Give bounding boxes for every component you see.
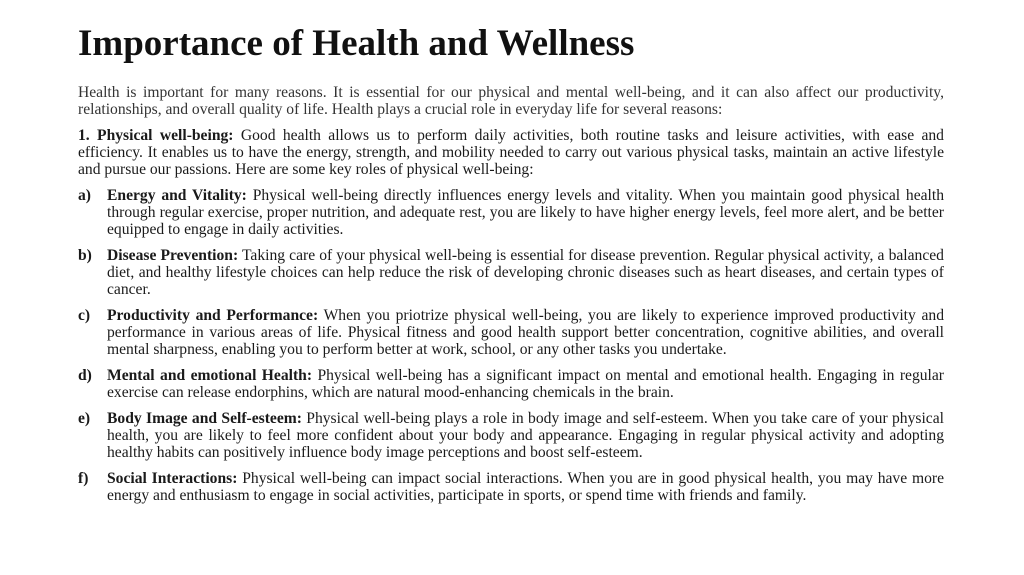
list-item-text: Physical well-being can impact social interactions. When you are in good physical health, you may have more energy and enthusiasm to engage in social activities, participate in sports, or spend time with friends and family. [107, 470, 944, 504]
list-item-body [107, 247, 944, 298]
section-paragraph [78, 127, 944, 178]
list-item-heading: Social Interactions: [107, 470, 238, 487]
list-item-heading: Energy and Vitality: [107, 187, 247, 204]
list-item-text: Physical well-being directly influences energy levels and vitality. When you maintain good physical health through regular exercise, proper nutrition, and adequate rest, you are likely to have higher energy levels, feel more alert, and be better equipped to engage in daily activities. [107, 187, 945, 238]
page-title: Importance of Health and Wellness [78, 23, 635, 64]
list-marker: e) [78, 410, 91, 427]
list-item-body [107, 470, 944, 504]
list-item [78, 247, 944, 298]
list-item-text: Taking care of your physical well-being is essential for disease prevention. Regular physical activity, a balanced diet, and healthy lifestyle choices can help reduce the risk of developing chronic diseases such as heart diseases, and certain types of cancer. [107, 247, 944, 298]
key-roles-list [78, 187, 944, 504]
list-item-heading: Disease Prevention: [107, 247, 239, 264]
section-heading: 1. Physical well-being: [78, 127, 234, 144]
list-marker: f) [78, 470, 89, 487]
list-item-body [107, 367, 944, 401]
list-item-heading: Mental and emotional Health: [107, 367, 313, 384]
list-item-heading: Productivity and Performance: [107, 307, 319, 324]
list-item-body [107, 307, 944, 358]
list-marker: b) [78, 247, 92, 264]
list-marker: c) [78, 307, 91, 324]
list-item-text: Physical well-being plays a role in body image and self-esteem. When you take care of your physical health, you are likely to feel more confident about your body and appearance. Engaging in regular physical activity and adopting healthy habits can positively influence body image perceptions and boost self-esteem. [107, 410, 944, 461]
list-item [78, 470, 944, 504]
list-item [78, 410, 944, 461]
list-item [78, 367, 944, 401]
list-item-text: Physical well-being has a significant impact on mental and emotional health. Engaging in regular exercise can release endorphins, which are natural mood-enhancing chemicals in the brain. [107, 367, 944, 401]
list-item-text: When you priotrize physical well-being, you are likely to experience improved productivity and performance in various areas of life. Physical fitness and good health support better concentration, cognitive abilities, and overall mental sharpness, enabling you to perform better at work, school, or any other tasks you undertake. [107, 307, 944, 358]
list-item [78, 187, 944, 238]
section-text: Good health allows us to perform daily activities, both routine tasks and leisure activities, with ease and efficiency. It enables us to have the energy, strength, and mobility needed to carry out various physical tasks, maintain an active lifestyle and pursue our passions. Here are some key roles of physical well-being: [78, 127, 944, 178]
list-item-heading: Body Image and Self-esteem: [107, 410, 302, 427]
list-marker: a) [78, 187, 91, 204]
list-item-body [107, 187, 944, 238]
list-item [78, 307, 944, 358]
list-item-body [107, 410, 944, 461]
intro-paragraph: Health is important for many reasons. It is essential for our physical and mental well-being, and it can also affect our productivity, relationships, and overall quality of life. Health plays a crucial role in everyday life for several reasons: [78, 84, 944, 118]
list-marker: d) [78, 367, 92, 384]
